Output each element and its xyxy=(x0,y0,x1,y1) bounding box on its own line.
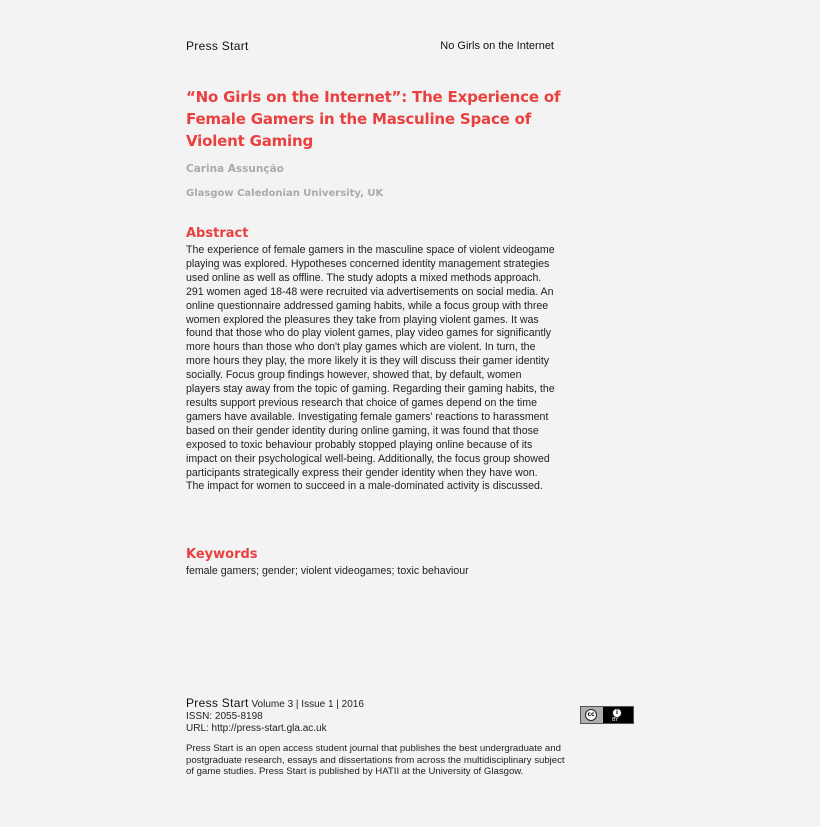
abstract-heading: Abstract xyxy=(186,226,249,241)
footer-url[interactable]: URL: http://press-start.gla.ac.uk xyxy=(186,723,327,734)
author-name: Carina Assunção xyxy=(186,163,284,175)
article-title: “No Girls on the Internet”: The Experience of Female Gamers in the Masculine Space of Violent Gaming xyxy=(186,88,561,150)
running-title: No Girls on the Internet xyxy=(440,40,554,52)
abstract-text: The experience of female gamers in the masculine space of violent videogame playing was explored. Hypotheses concerned identity management strategies used online as well as offline. The study adopts a mixed methods approach. 291 women aged 18-48 were recruited via advertisements on social media. An online questionnaire addressed gaming habits, while a focus group with three women explored the pleasures they take from playing violent games. It was found that those who do play violent games, play video games for significantly more hours than those who don't play games which are violent. In turn, the more hours they play, the more likely it is they will discuss their gamer identity socially. Focus group findings however, showed that, by default, women players stay away from the topic of gaming. Regarding their gaming habits, the results support previous research that choice of games depend on the time gamers have available. Investigating female gamers' reactions to harassment based on their gender identity during online gaming, it was found that those exposed to toxic behaviour probably stopped playing online because of its impact on their psychological well-being. Additionally, the focus group showed participants strategically express their gender identity when they have won. The impact for women to succeed in a male-dominated activity is discussed. xyxy=(186,244,555,493)
cc-logo-icon: cc xyxy=(585,709,597,721)
footer-journal-name: Press Start xyxy=(186,696,249,710)
footer-volume-issue: Volume 3 | Issue 1 | 2016 xyxy=(251,699,364,710)
person-attribution-icon: i xyxy=(612,708,622,718)
cc-by-label: BY xyxy=(612,717,619,723)
creative-commons-by-icon[interactable] xyxy=(580,706,634,724)
keywords-heading: Keywords xyxy=(186,547,258,562)
footer-description: Press Start is an open access student journal that publishes the best undergraduate and postgraduate research, essays and dissertations from across the multidisciplinary subject of game studies. Press Start is published by HATII at the University of Glasgow. xyxy=(186,743,565,777)
footer-journal-line xyxy=(186,696,364,710)
author-affiliation: Glasgow Caledonian University, UK xyxy=(186,188,384,199)
footer-issn: ISSN: 2055-8198 xyxy=(186,711,263,722)
journal-header: Press Start xyxy=(186,39,249,53)
keywords-text: female gamers; gender; violent videogames; toxic behaviour xyxy=(186,565,469,577)
